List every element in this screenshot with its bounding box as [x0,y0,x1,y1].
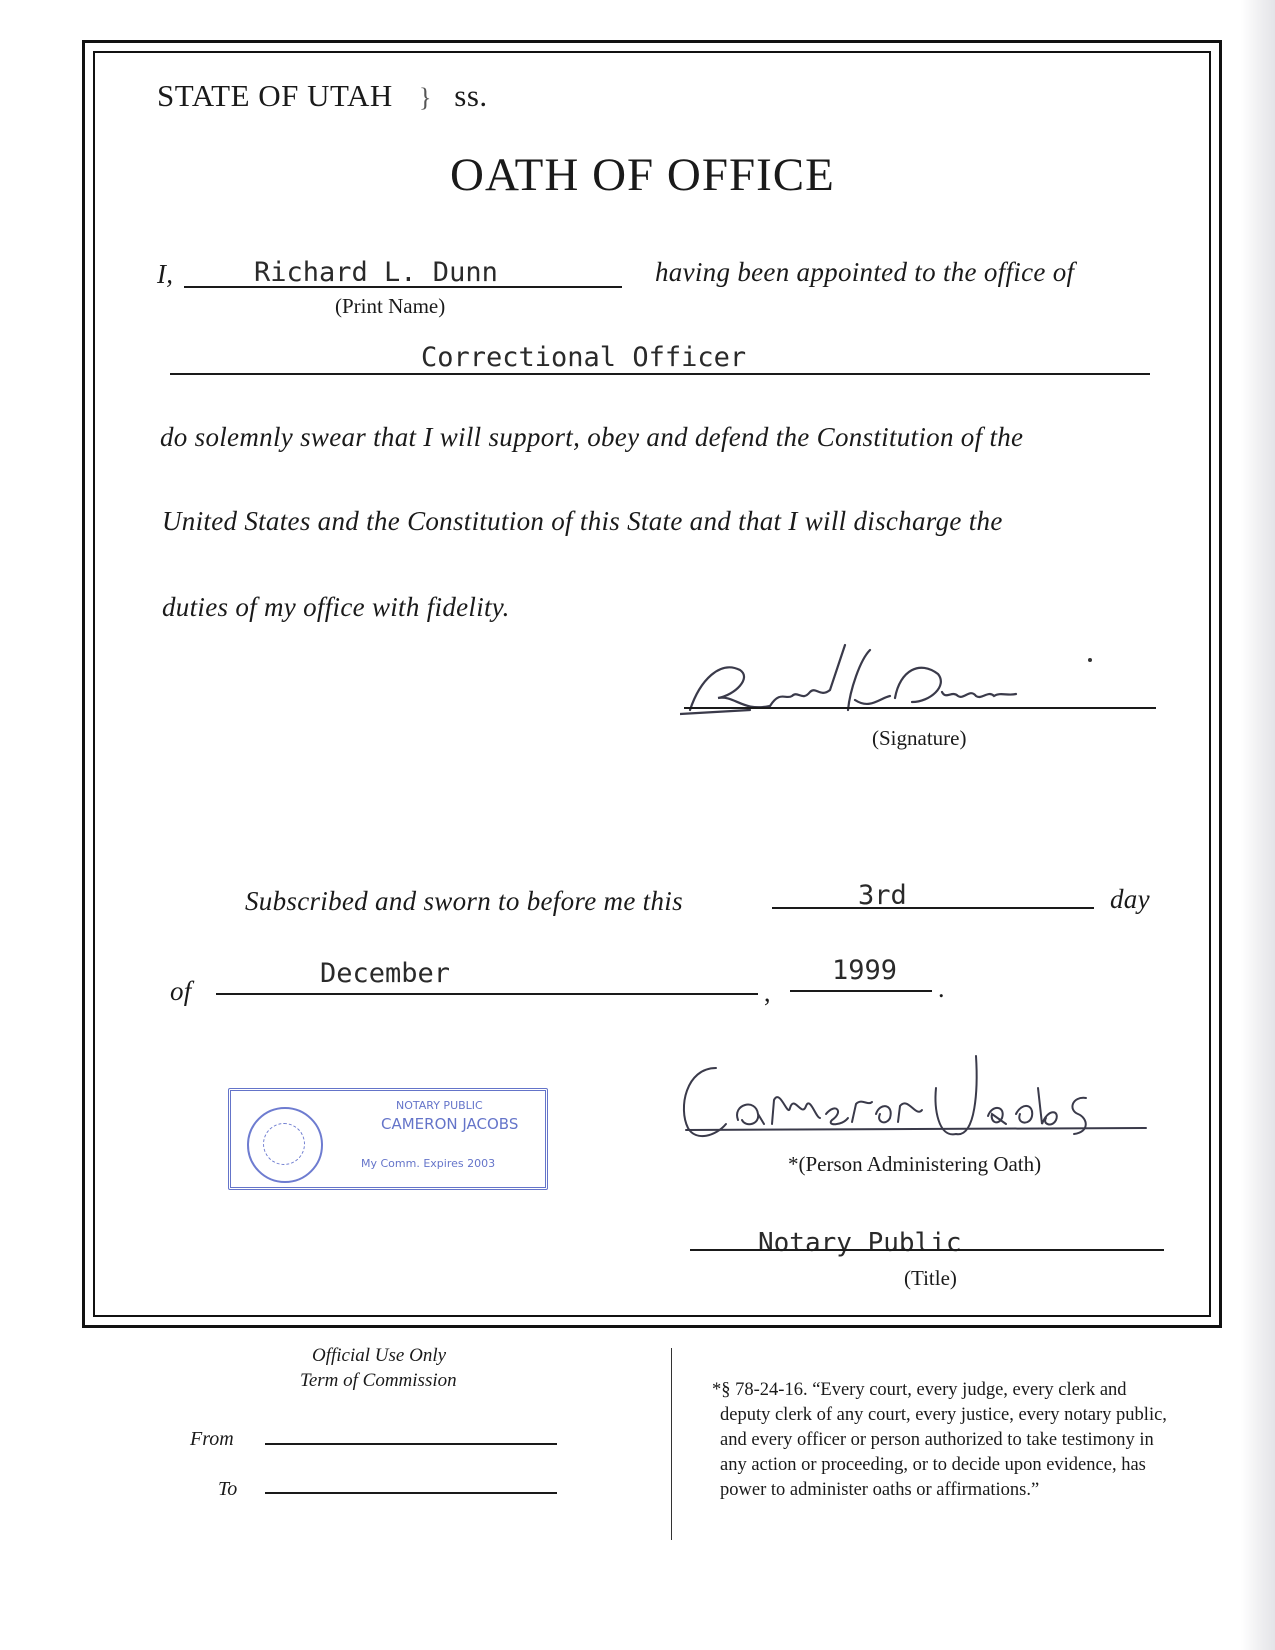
i-label: I, [157,259,174,289]
signature-line [684,707,1156,709]
print-name-value: Richard L. Dunn [254,257,498,288]
state-header [157,78,488,114]
month-value: December [320,958,451,989]
oath-text-line1: do solemnly swear that I will support, obey and defend the Constitution of the [160,422,1024,452]
page-title: OATH OF OFFICE [450,149,835,201]
notary-seal-icon [247,1107,323,1183]
from-label: From [190,1428,234,1450]
print-name-line [184,286,622,288]
administrator-caption: *(Person Administering Oath) [788,1152,1042,1176]
title-caption: (Title) [904,1266,957,1290]
subscribed-text: Subscribed and sworn to before me this [245,886,683,916]
state-name: STATE OF UTAH [157,78,393,113]
oath-text-line3: duties of my office with fidelity. [162,592,510,622]
month-line [216,993,758,995]
office-value: Correctional Officer [421,342,747,373]
print-name-caption: (Print Name) [335,294,446,318]
ss-abbrev: ss. [454,78,488,113]
title-value: Notary Public [758,1228,962,1258]
year-line [790,990,932,992]
notary-stamp [228,1088,548,1190]
day-line [772,907,1094,909]
footer-divider [671,1348,672,1540]
signature-cameron-jacobs [676,1048,1216,1148]
stamp-title: NOTARY PUBLIC [396,1099,483,1112]
term-of-commission-heading: Term of Commission [300,1370,457,1391]
footnote [712,1378,1167,1503]
comma: , [764,978,771,1007]
to-label: To [218,1478,238,1500]
period: . [938,974,945,1003]
appointed-text: having been appointed to the office of [655,257,1075,287]
footnote-line3: and every officer or person authorized to take testimony in [720,1430,1154,1450]
to-line [265,1492,557,1494]
stamp-name: CAMERON JACOBS [381,1115,519,1133]
footnote-line1: *§ 78-24-16. “Every court, every judge, every clerk and [712,1380,1127,1400]
stamp-expiry: My Comm. Expires 2003 [361,1157,496,1170]
from-line [265,1443,557,1445]
office-line [170,373,1150,375]
footnote-line5: power to administer oaths or affirmations.” [720,1480,1040,1500]
signature-caption: (Signature) [872,726,967,750]
footnote-line2: deputy clerk of any court, every justice, every notary public, [720,1405,1167,1425]
footnote-line4: any action or proceeding, or to decide upon evidence, has [720,1455,1146,1475]
oath-text-line2: United States and the Constitution of this State and that I will discharge the [162,506,1003,536]
year-value: 1999 [832,955,898,986]
official-use-heading: Official Use Only [312,1345,447,1366]
page-edge [1241,0,1275,1650]
of-label: of [170,976,192,1006]
day-value: 3rd [858,880,907,911]
title-line [690,1249,1164,1251]
day-label: day [1110,884,1150,914]
brace: } [419,83,432,112]
